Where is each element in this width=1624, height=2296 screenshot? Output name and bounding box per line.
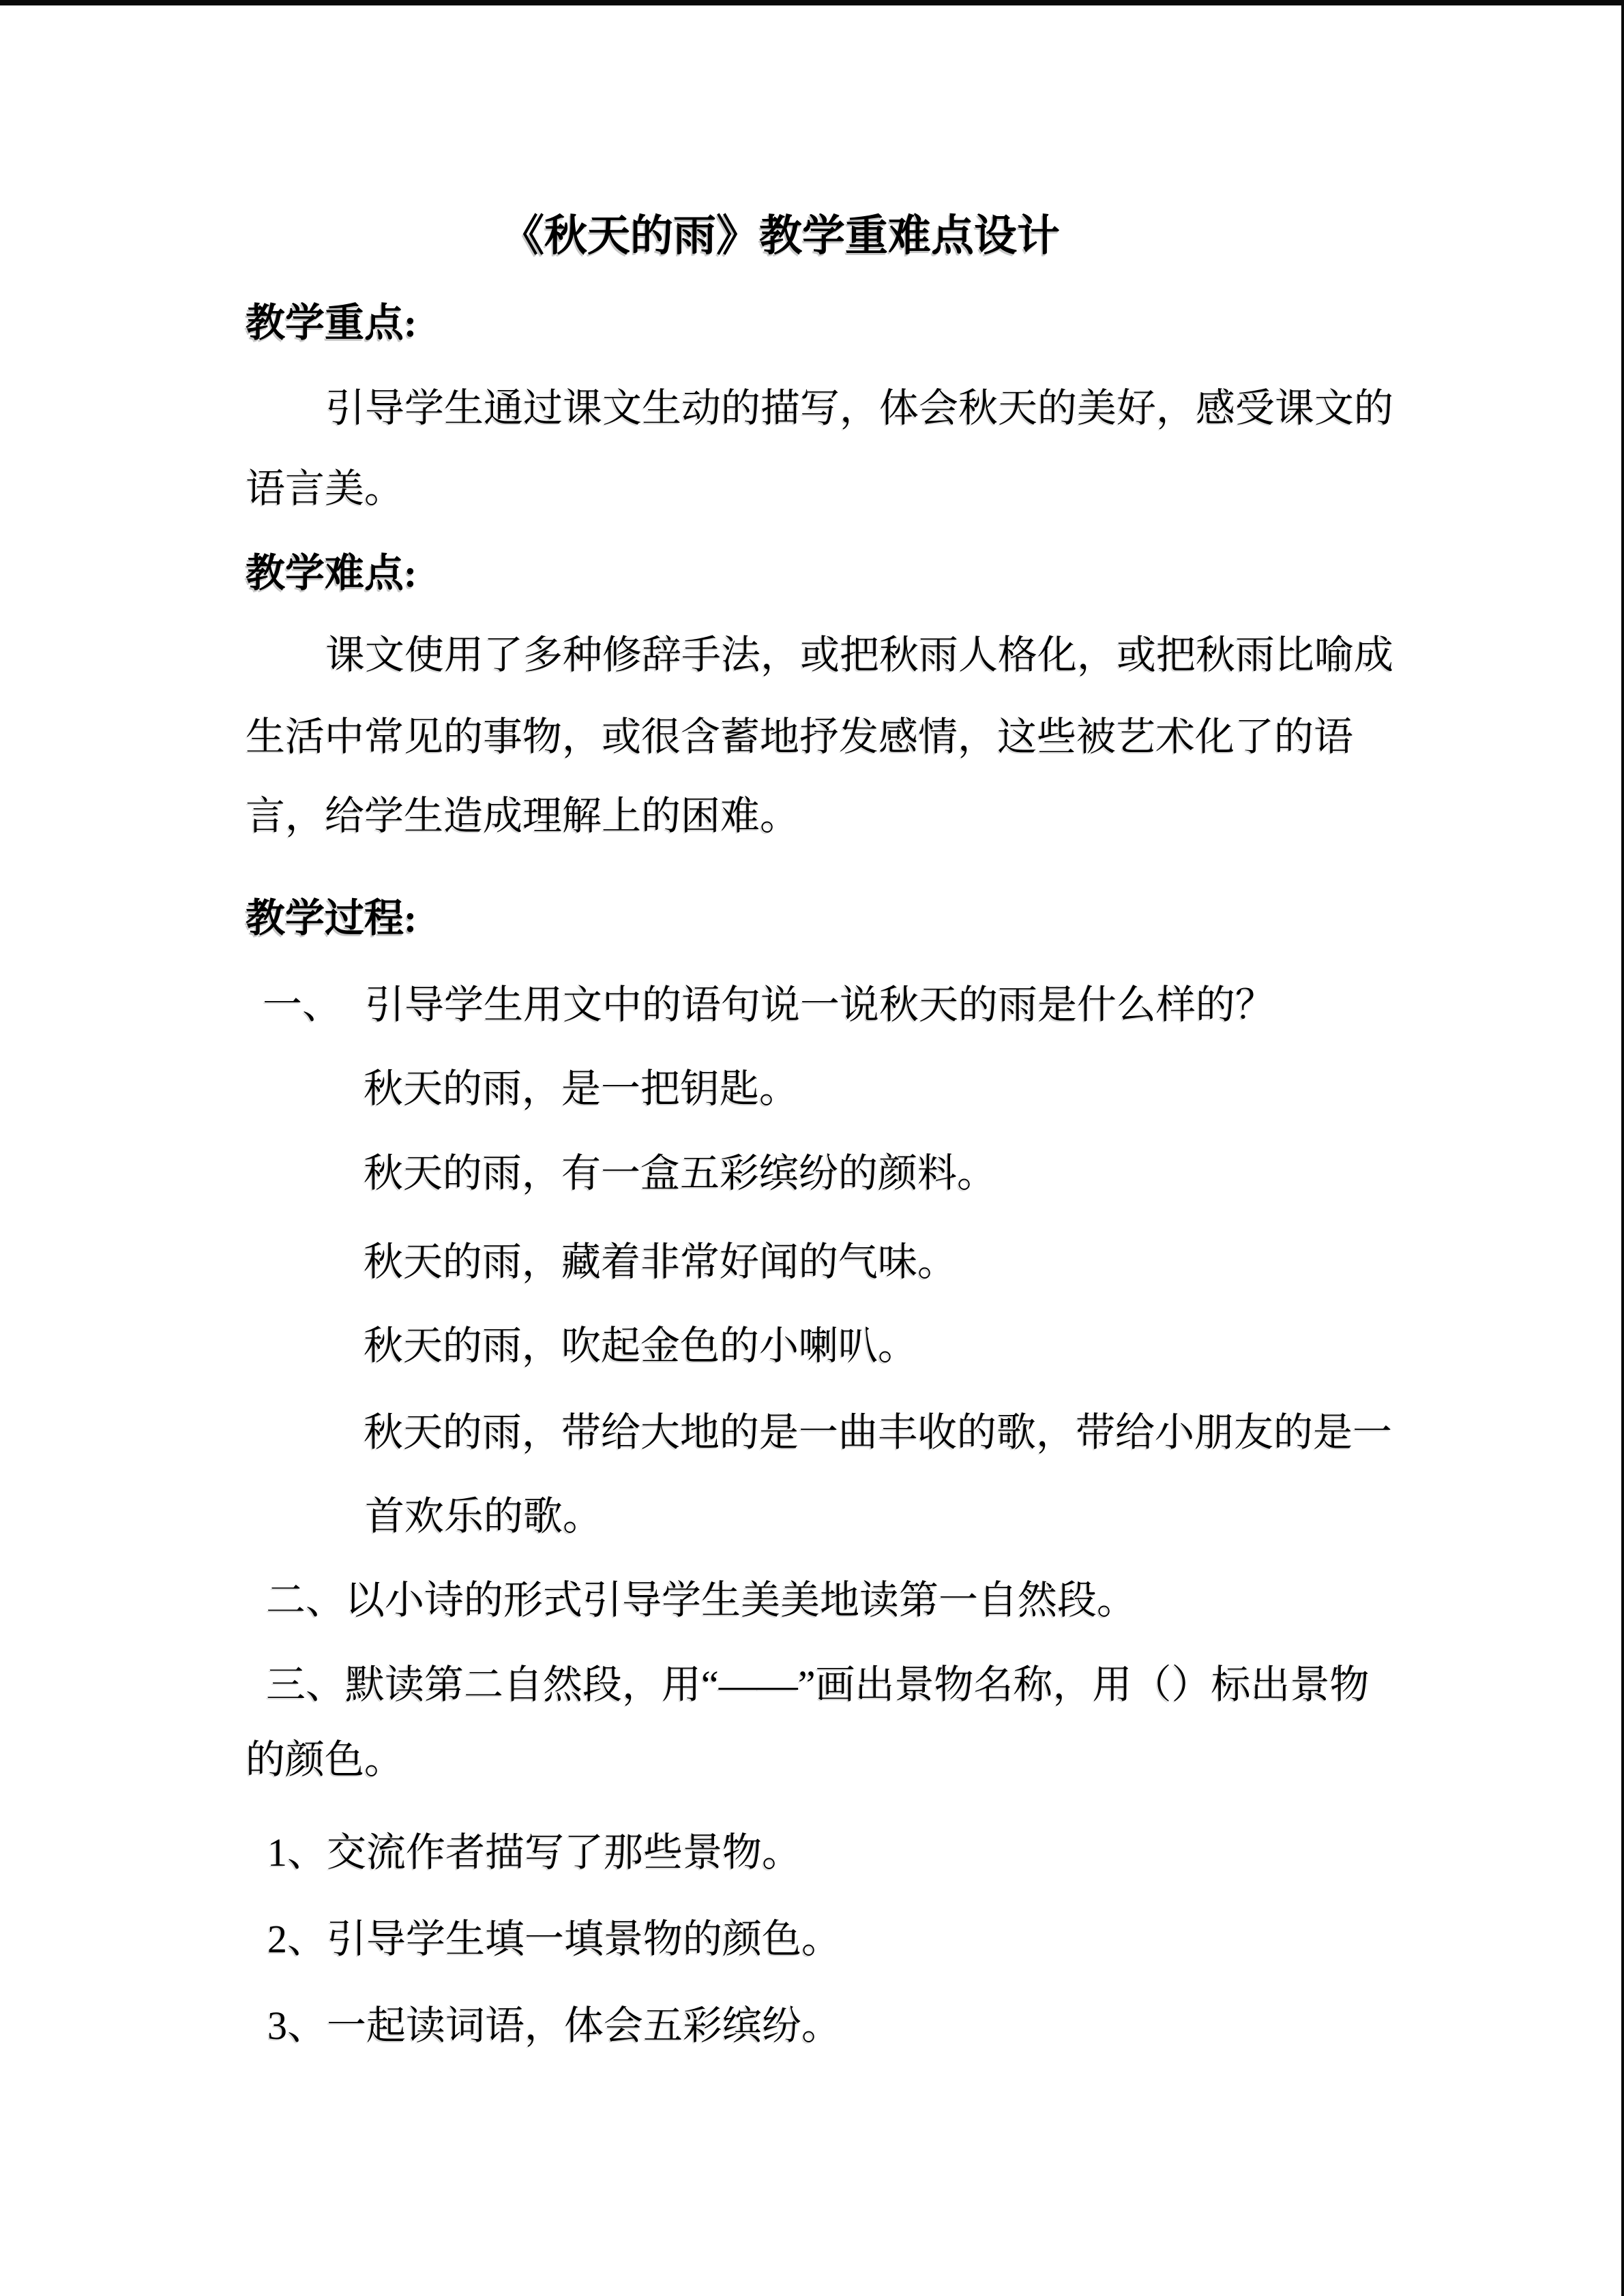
difficult-points-paragraph-line: 课文使用了多种修辞手法，或把秋雨人格化，或把秋雨比喻成 [325,633,1394,677]
process-sub-item: 2、引导学生填一填景物的颜色。 [267,1917,842,1961]
heading-difficult-points: 教学难点: [246,551,417,595]
difficult-points-paragraph-line: 生活中常见的事物，或很含蓄地抒发感情，这些被艺术化了的语 [246,715,1354,759]
process-item-1-text: 引导学生用文中的语句说一说秋天的雨是什么样的？ [365,983,1275,1027]
poem-line: 秋天的雨，吹起金色的小喇叭。 [364,1324,918,1368]
process-item-3-line: 的颜色。 [246,1738,404,1782]
heading-key-points: 教学重点: [246,301,417,345]
process-item-1 [263,985,1275,1025]
process-sub-item: 1、交流作者描写了那些景物。 [267,1830,802,1875]
process-item-3-line: 三、默读第二自然段，用“——”画出景物名称，用（）标出景物 [266,1663,1370,1707]
process-item-1-marker: 一、 [263,983,342,1027]
process-sub-item: 3、一起读词语，体会五彩缤纷。 [267,2003,842,2048]
document-title: 《秋天的雨》教学重难点设计 [501,212,1060,260]
heading-teaching-process: 教学过程: [246,896,417,940]
difficult-points-paragraph-line: 言，给学生造成理解上的困难。 [246,794,800,838]
poem-line: 秋天的雨，带给大地的是一曲丰收的歌，带给小朋友的是一 [364,1410,1393,1455]
scan-edge-top [0,0,1624,5]
key-points-paragraph-line: 语言美。 [246,466,404,511]
poem-line: 首欢乐的歌。 [365,1494,603,1538]
scan-edge-right [1621,0,1624,2296]
poem-line: 秋天的雨，藏着非常好闻的气味。 [364,1240,958,1284]
poem-line: 秋天的雨，是一把钥匙。 [364,1067,799,1111]
key-points-paragraph-line: 引导学生通过课文生动的描写，体会秋天的美好，感受课文的 [325,386,1394,430]
poem-line: 秋天的雨，有一盒五彩缤纷的颜料。 [364,1151,997,1195]
process-item-2: 二、以小诗的形式引导学生美美地读第一自然段。 [266,1578,1137,1622]
